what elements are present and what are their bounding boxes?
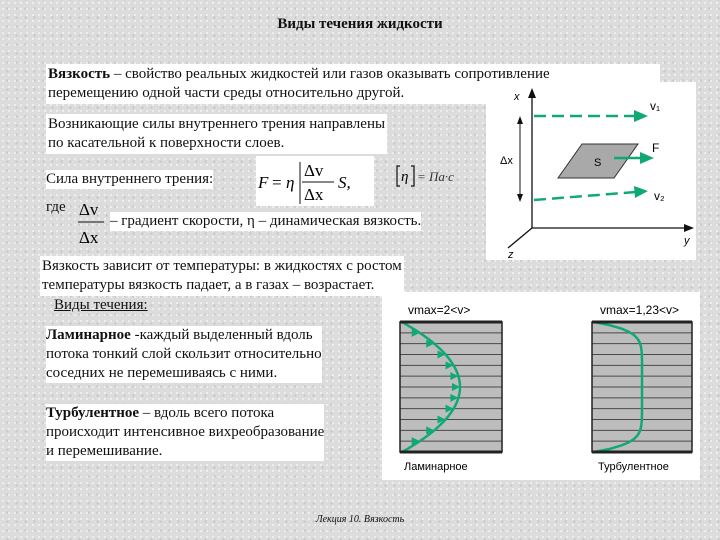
laminar-description [46,326,322,383]
friction-line2: по касательной к поверхности слоев. [48,135,285,151]
flow-types-heading: Виды течения: [54,297,148,313]
dx-label: Δx [500,155,513,167]
gradient-dx: Δx [79,228,99,247]
viscosity-term: Вязкость [48,66,111,82]
force-formula [256,156,374,206]
formula-eta: η [286,173,295,192]
laminar-line2: потока тонкий слой скользит относительно [46,346,322,362]
temperature-paragraph [40,256,404,296]
temperature-line1: Вязкость зависит от температуры: в жидкостях с ростом [42,258,402,274]
laminar-vmax-label: vmax=2<v> [408,303,471,317]
viscosity-unit [394,162,470,190]
formula-eq: = [272,173,282,192]
force-arrow-label: F [652,141,660,155]
turbulent-line1: – вдоль всего потока [139,405,275,421]
laminar-caption: Ламинарное [404,461,468,473]
velocity-profiles [382,292,700,480]
turbulent-term: Турбулентное [46,405,140,421]
formula-F: F [258,173,269,192]
friction-line1: Возникающие силы внутреннего трения направлены [48,116,386,132]
z-axis-label: z [508,249,514,260]
laminar-line1: -каждый выделенный вдоль [130,327,313,343]
turbulent-line3: и перемешивание. [46,443,163,459]
temperature-line2: температуры вязкость падает, а в газах – возрастает. [42,277,375,293]
x-axis-label: x [514,91,520,103]
laminar-profile-panel [400,322,502,452]
formula-dv: Δv [304,161,324,180]
turbulent-line2: происходит интенсивное вихреобразование [46,424,325,440]
turbulent-vmax-label: vmax=1,23<v> [600,303,680,317]
where-label: где [46,199,66,215]
formula-dx: Δx [304,185,324,204]
turbulent-caption: Турбулентное [598,461,669,473]
friction-paragraph [46,114,387,154]
y-axis-label: y [684,235,690,247]
unit-eta: η [401,169,409,185]
velocity-gradient-fraction [78,195,104,251]
layer-shear-diagram [486,82,696,260]
gradient-description: – градиент скорости, η – динамическая вязкость. [110,213,422,229]
viscosity-line2: перемещению одной части среды относительно другой. [48,85,405,101]
viscosity-line1: – свойство реальных жидкостей или газов оказывать сопротивление [110,66,550,82]
unit-pascal-second: = Па·с [417,169,454,184]
formula-S: S, [338,173,351,192]
force-label: Сила внутреннего трения: [46,171,214,187]
laminar-line3: соседних не перемешиваясь с ними. [46,365,278,381]
turbulent-profile-panel [592,322,692,452]
turbulent-description [46,404,324,461]
footer: Лекция 10. Вязкость [315,514,405,525]
v2-label: v₂ [654,189,665,203]
gradient-dv: Δv [79,200,99,219]
laminar-term: Ламинарное [46,327,131,343]
page-title: Виды течения жидкости [277,16,443,32]
plane-S-label: S [594,157,602,169]
v1-label: v₁ [650,99,661,113]
